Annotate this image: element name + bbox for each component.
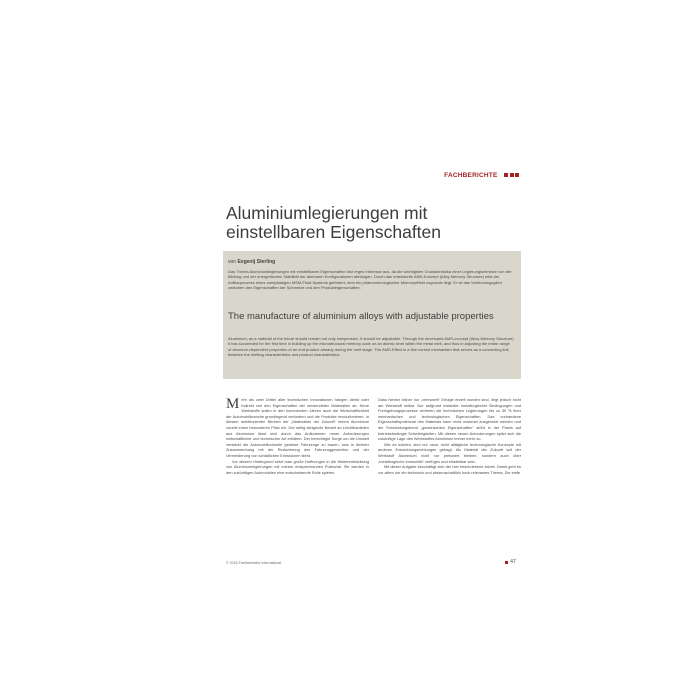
footer-copyright: © 2016 Fachbereiche International [226,561,282,565]
article-title: Aluminiumlegierungen mit einstellbaren Eigenschaften [226,203,442,242]
body-paragraph: Dass hierbei bisher nur „verewzelt“ Erfolge erzielt wurden sind, liegt jedoch nicht am Werkstoff selbst. Nur aufgrund instabiler metallurgischer Bedingungen und Formgebungsprozesse verlieren die technischen Legierungen bis zu 30 % ihrer mechanischen und technologischen Eigenschaften. Das vorhandene Eigenschaftspotenzial des Materials kann nicht maximal ausgenutzt werden und der Entwicklungstrend „gewünschtes Eigenschaften“ stößt in der Praxis auf betriebsbedingte Schwierigkeiten. Mit diesen neuen Anforderungen spitzt sich die zukünftige Lage des Werkstoffes Aluminium immer mehr zu. [378,397,521,442]
section-square-icon [504,173,508,177]
abstract-german: Das Thema Aluminiumlegierungen mit einstellbaren Eigenschaften löst reges Interesse aus, da die wichtigsten Charakteristika einer Legierungschmelze von der Bildung und der energetischen Stabilität der atomaren Konfigurationen abhängen. Durch das entwickelte AMS-Konzept (Alloy Memory Structure) wird der Aufbauprozess eines zweiphasigen MSM-Fluid-Systems gefördert, dem ein phänomenologischer Memoryeffekt zugrunde liegt. Er ist das Verbindungsglied zwischen den Eigenschaften der Schmelze und den Produkteigenschaften. [228,269,512,290]
page-marker-icon [505,561,508,564]
section-label: FACHBERICHTE [444,171,498,179]
page-number: 47 [510,559,517,565]
english-title: The manufacture of aluminium alloys with adjustable properties [228,311,494,322]
page-number-block [505,559,516,565]
body-paragraph: Vor diesem Hintergrund setzt man große Hoffnungen in die Weiterentwicklung von Aluminiumlegierungen mit extrem entsprechenden Potenzial. Sie werden in den zukünftigen Automobilen eine entscheidende Rolle spielen. [226,458,369,475]
body-column-left [226,397,369,475]
section-tag [425,169,519,181]
section-square-icon [515,173,519,177]
abstract-box [223,251,521,379]
body-text: ehr als zwei Drittel aller technischen Innovationen hängen direkt oder indirekt von den Eigenschaften der verwendeten Materialien ab. Neue Werkstoffe sollen in den kommenden Jahren auch die Wirtschaftlichkeit der Automobilbranche grundlegend verändern und die Produkte revolutionieren. In diesem ambitionierten Bereich der „Materialien der Zukunft“ nimmt Aluminium zurzeit einen besonderen Platz ein. Der stetig steigende Bedarf an Leichtbauteilen aus Aluminium lässt sich durch das Aufkommen neuer Anforderungen wirtschaftlicher und technischer Art erklären. Der berechtigte Sorge um die Umwelt verstärkt die Automobilindustrie gewisse Fahrzeuge zu bauen, was in direkter Zusammenhang mit der Reduzierung des Fahrzeuggewichtes und der Verminderung von schädlichen Emissionen steht. [226,397,369,458]
section-square-icon [510,173,514,177]
byline-prefix: von [228,259,237,265]
abstract-english: Aluminium, as a material of the future should remain not only inexpensive. It should be adjustable. Through the developed AMS-concept (Alloy Memory Structure) it has succeeded for the first time in building up the microstructural memory code on an atomic level within the metal melt, and thus in adjusting the entire range of structure-dependent properties of an end product already during the melt stage. The AMS-Effect is a fine control mechanism that serves as a connecting link between the melting characteristics and product characteristics. [228,336,514,357]
body-paragraph: Mit dieser Aufgabe beschäftigt sich der hier beschriebene Arbeit. Damit geht es vor allem um ein technisch und wissenschaftlich hoch relevantes Thema. Die erste [378,464,521,475]
drop-cap: M [226,396,240,412]
body-paragraph [226,397,369,459]
body-paragraph: Wie es scheint, sind nur neue, nicht alltägliche technologische Konzepte mit anderen Entwicklungsrichtungen gefragt. Als Material der Zukunft soll der Werkstoff Aluminium nicht nur preiswert bleiben, sondern auch über „metallurgische Immunität“ verfügen und einstellbar sein. [378,441,521,464]
body-column-right [378,397,521,475]
author-name: Evgenij Sterling [237,259,276,265]
byline [228,259,275,265]
